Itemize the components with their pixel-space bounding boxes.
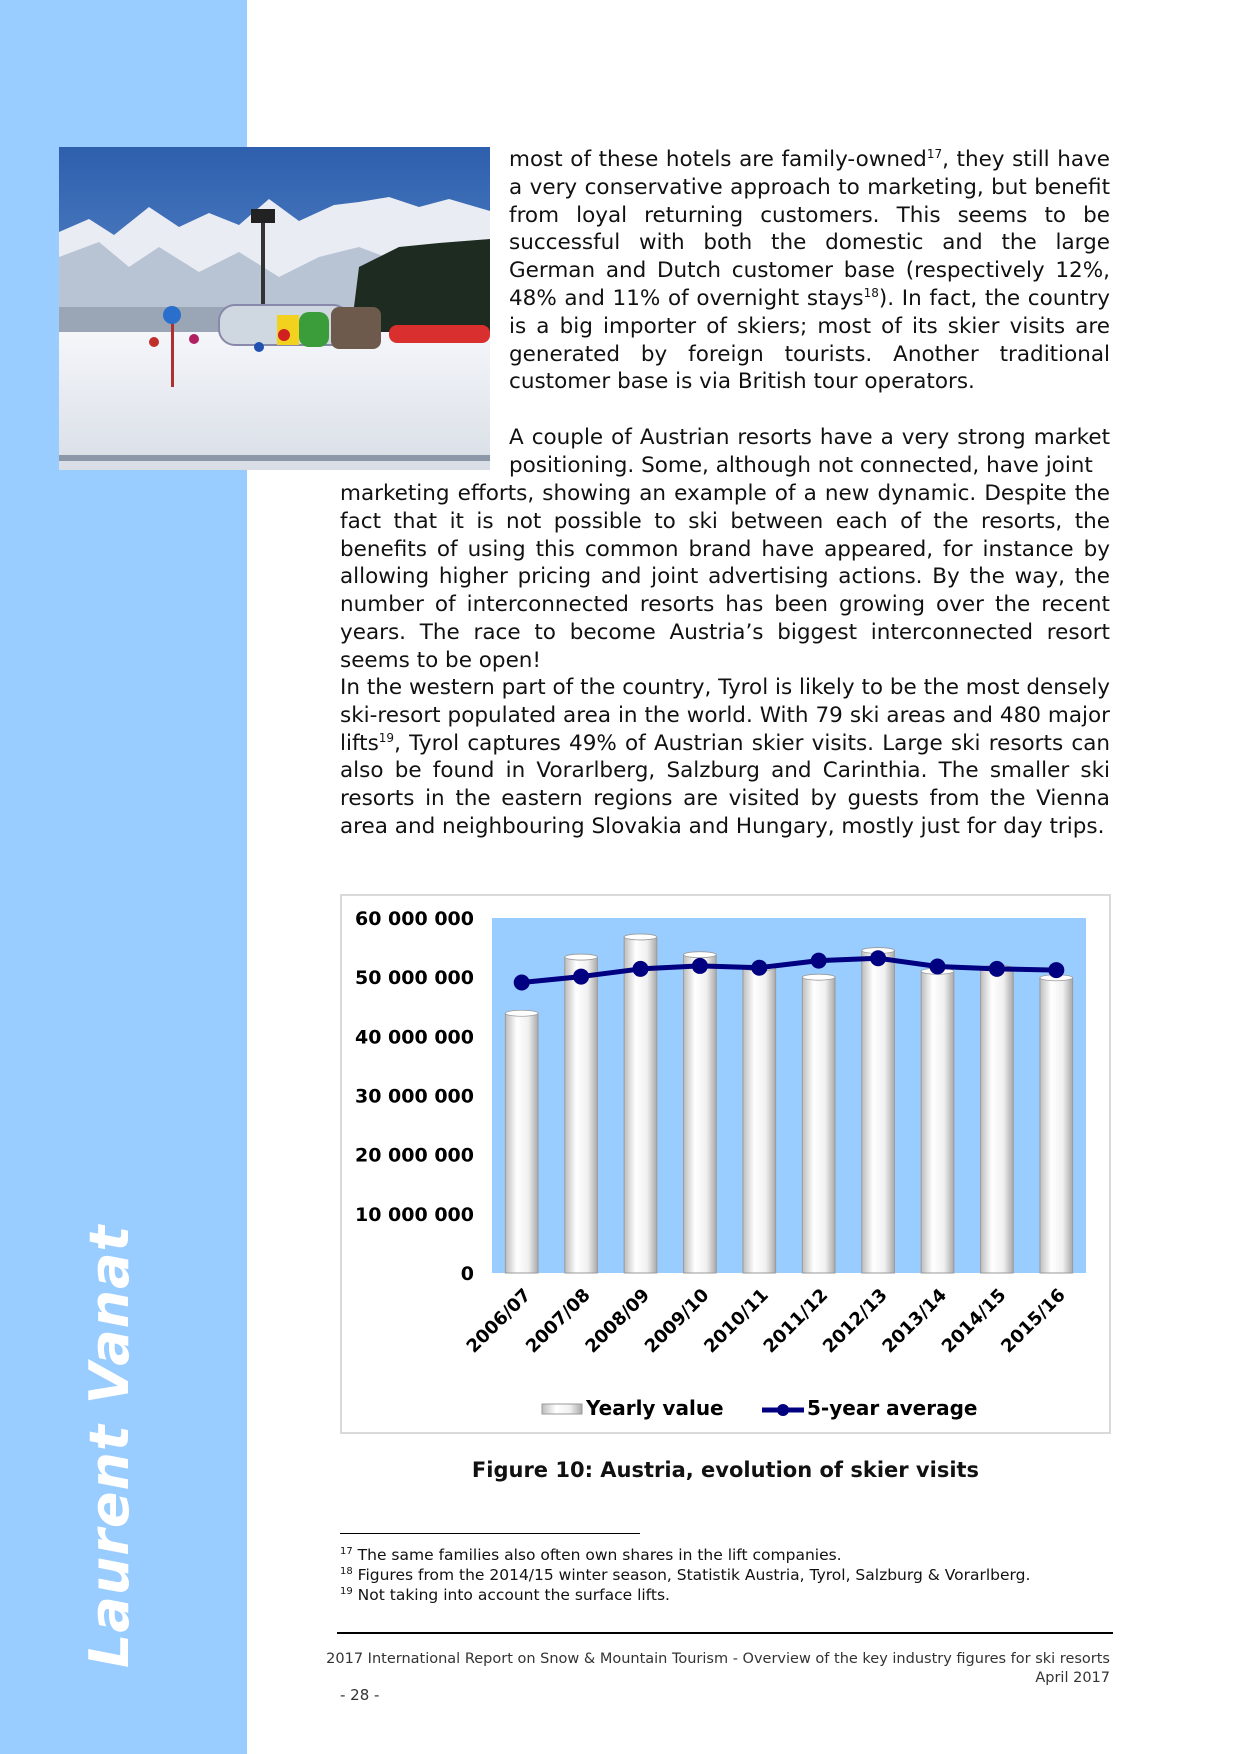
footnote-19: $^{19}$ Not taking into account the surface lifts. (340, 1585, 670, 1604)
bar-2015/16 (1040, 978, 1073, 1273)
x-tick-label: 2007/08 (521, 1284, 595, 1358)
kid-1 (149, 337, 159, 347)
x-tick-label: 2008/09 (581, 1284, 655, 1358)
p2-text-a: A couple of Austrian resorts have a very strong market positioning. Some, although not connected, have joint (509, 425, 1110, 478)
fence (59, 455, 490, 461)
snow-ground (59, 332, 490, 470)
adult (278, 329, 290, 341)
p1-text-1: most of these hotels are family-owned (509, 147, 927, 172)
sign (163, 306, 181, 324)
stone-hut (331, 307, 381, 349)
bar-2012/13 (862, 951, 895, 1273)
footnote-ref-18[interactable]: 18 (863, 285, 879, 300)
chart-container (340, 894, 1111, 1434)
skier-visits-chart (342, 896, 1109, 1432)
green-tent (299, 312, 329, 347)
paragraph-positioning-start (509, 424, 1110, 480)
report-date: April 2017 (1035, 1670, 1110, 1686)
x-tick-label: 2011/12 (759, 1284, 833, 1358)
footnote-separator (340, 1533, 640, 1534)
kid-3 (254, 342, 264, 352)
footer-separator (337, 1632, 1113, 1634)
x-tick-label: 2015/16 (997, 1284, 1070, 1358)
point-2009/10 (692, 958, 708, 974)
kid-2 (189, 334, 199, 344)
bar-2010/11 (743, 968, 776, 1273)
x-tick-label: 2012/13 (818, 1284, 892, 1358)
paragraph-hotels (509, 146, 1110, 396)
y-tick-label: 10 000 000 (355, 1203, 474, 1226)
p3-text-2: , Tyrol captures 49% of Austrian skier visits. Large ski resorts can also be found in Vorarlberg, Salzburg and Carinthia. The smaller ski resorts in the eastern regions are visited by guests from the Vienna area and neighbouring Slovakia and Hungary, mostly just for day trips. (340, 730, 1110, 839)
point-2010/11 (751, 960, 767, 976)
page-number: - 28 - (340, 1686, 380, 1704)
author-name: Laurent Vanat (78, 1224, 141, 1668)
bar-top-2007/08 (565, 954, 598, 960)
bar-top-2006/07 (505, 1010, 538, 1016)
report-title: 2017 International Report on Snow & Mountain Tourism - Overview of the key industry figures for ski resorts (326, 1651, 1110, 1667)
bar-top-2009/10 (684, 952, 717, 958)
p2-text-b: marketing efforts, showing an example of a new dynamic. Despite the fact that it is not possible to ski between each of the resorts, the benefits of using this common brand have appeared, for instance by allowing higher pricing and joint advertising actions. By the way, the number of interconnected resorts has been growing over the recent years. The race to become Austria’s biggest interconnected resort seems to be open! (340, 481, 1110, 673)
bar-2014/15 (981, 968, 1014, 1273)
footer (326, 1650, 1110, 1688)
x-tick-label: 2010/11 (700, 1284, 773, 1358)
footnote-ref-19[interactable]: 19 (378, 730, 395, 745)
footnote-18: $^{18}$ Figures from the 2014/15 winter season, Statistik Austria, Tyrol, Salzburg & Vorarlberg. (340, 1565, 1031, 1584)
p1-text-3: ). In fact, the country is a big importer of skiers; most of its skier visits are generated by foreign tourists. Another traditional customer base is via British tour operators. (509, 285, 1110, 395)
bar-2009/10 (684, 955, 717, 1273)
x-tick-label: 2014/15 (937, 1284, 1011, 1358)
figure-caption: Figure 10: Austria, evolution of skier visits (471, 1458, 980, 1482)
y-tick-label: 20 000 000 (355, 1144, 474, 1167)
footnote-17: $^{17}$ The same families also often own shares in the lift companies. (340, 1545, 842, 1564)
footnote-ref-17[interactable]: 17 (926, 146, 943, 161)
paragraph-tyrol (340, 674, 1110, 841)
x-tick-label: 2006/07 (462, 1284, 536, 1358)
point-2011/12 (811, 953, 827, 969)
bar-top-2008/09 (624, 934, 657, 940)
yellow-block (277, 315, 299, 345)
point-2014/15 (989, 961, 1005, 977)
x-tick-label: 2009/10 (640, 1284, 714, 1358)
p3-text-1: In the western part of the country, Tyrol is likely to be the most densely ski-resort populated area in the world. With 79 ski areas and 480 major lifts (340, 675, 1110, 756)
p1-text-2: , they still have a very conservative approach to marketing, but benefit from loyal returning customers. This seems to be successful with both the domestic and the large German and Dutch customer base (respectively 12%, 48% and 11% of overnight stays (509, 147, 1110, 311)
y-tick-label: 40 000 000 (355, 1026, 474, 1049)
y-tick-label: 50 000 000 (355, 967, 474, 990)
bar-2006/07 (505, 1013, 538, 1273)
red-inflatable (389, 325, 490, 343)
floodlights (251, 209, 275, 223)
bar-2013/14 (921, 971, 954, 1273)
pole (171, 317, 174, 387)
point-2015/16 (1048, 962, 1064, 978)
x-tick-label: 2013/14 (878, 1284, 952, 1358)
paragraph-positioning (340, 480, 1110, 675)
y-tick-label: 0 (460, 1263, 474, 1285)
legend-swatch-yearly (542, 1404, 582, 1414)
legend-label-yearly: Yearly value (586, 1396, 724, 1420)
legend-label-average: 5-year average (807, 1396, 978, 1420)
point-2006/07 (514, 974, 530, 990)
footnotes (340, 1545, 1120, 1605)
ski-resort-photo (59, 147, 490, 470)
bar-top-2011/12 (802, 974, 835, 980)
y-tick-label: 60 000 000 (355, 908, 474, 930)
legend-marker-average (777, 1404, 789, 1416)
bar-2007/08 (565, 957, 598, 1273)
point-2013/14 (930, 959, 946, 975)
point-2008/09 (633, 961, 649, 977)
point-2007/08 (573, 969, 589, 985)
point-2012/13 (870, 950, 886, 966)
bar-2011/12 (802, 977, 835, 1273)
y-tick-label: 30 000 000 (355, 1085, 474, 1108)
bar-2008/09 (624, 937, 657, 1273)
